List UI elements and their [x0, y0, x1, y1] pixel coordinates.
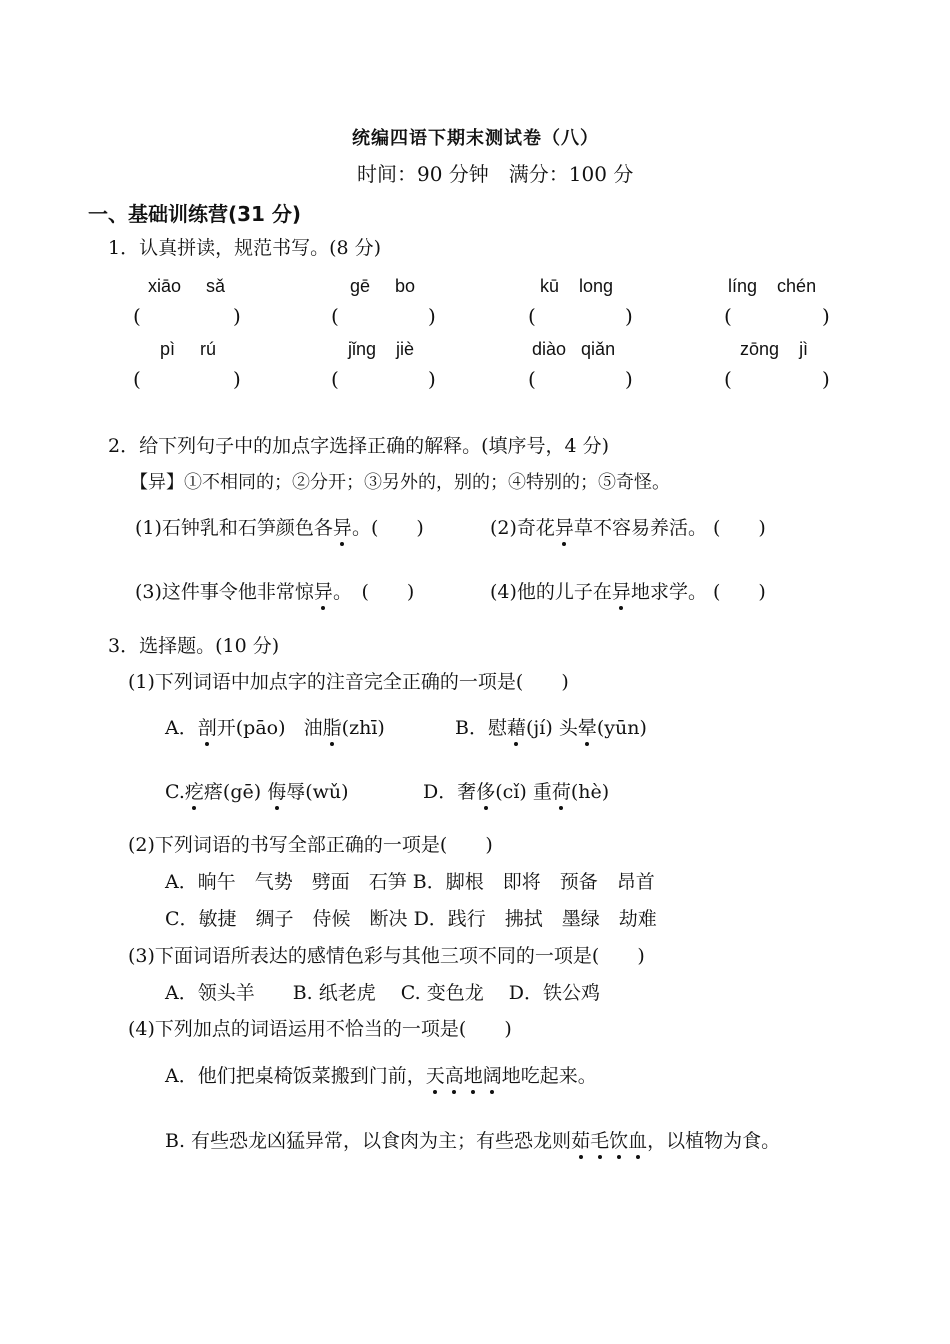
sub-question-prompt: (1)下列词语中加点字的注音完全正确的一项是( )	[128, 671, 569, 693]
definition-list: 【异】①不相同的；②分开；③另外的，别的；④特别的；⑤奇怪。	[130, 472, 670, 493]
answer-blank-left: (	[724, 304, 732, 328]
answer-blank-right: )	[625, 304, 633, 328]
pinyin-item: pì rú	[160, 339, 217, 359]
exam-info: 时间：90 分钟 满分：100 分	[357, 162, 634, 186]
answer-blank-right: )	[625, 367, 633, 391]
answer-blank-left: (	[528, 367, 536, 391]
answer-blank-left: (	[331, 367, 339, 391]
option-row: C.疙瘩(gē) 侮辱(wǔ)	[165, 777, 349, 804]
answer-blank-left: (	[133, 304, 141, 328]
option-row: A．剖开(pāo) 油脂(zhī)	[165, 713, 385, 740]
pinyin-item: jǐng jiè	[348, 339, 415, 359]
answer-blank-left: (	[724, 367, 732, 391]
question-2-item: (1)石钟乳和石笋颜色各异。( )	[135, 513, 424, 540]
pinyin-item: xiāo sǎ	[148, 276, 226, 296]
question-2-item: (3)这件事令他非常惊异。 ( )	[135, 577, 414, 604]
sub-question-prompt: (3)下面词语所表达的感情色彩与其他三项不同的一项是( )	[128, 945, 645, 967]
pinyin-item: líng chén	[728, 276, 817, 296]
pinyin-item: zōng jì	[740, 339, 809, 359]
question-1-prompt: 1．认真拼读，规范书写。(8 分)	[108, 237, 382, 259]
option-row: A．他们把桌椅饭菜搬到门前，天高地阔地吃起来。	[165, 1061, 597, 1088]
answer-blank-right: )	[233, 367, 241, 391]
option-row: D．奢侈(cǐ) 重荷(hè)	[423, 777, 609, 804]
sub-question-prompt: (4)下列加点的词语运用不恰当的一项是( )	[128, 1018, 512, 1040]
page-title: 统编四语下期末测试卷（八）	[352, 128, 599, 149]
pinyin-item: gē bo	[350, 276, 416, 296]
option-row: B. 有些恐龙凶猛异常，以食肉为主；有些恐龙则茹毛饮血，以植物为食。	[165, 1126, 780, 1153]
pinyin-item: kū long	[540, 276, 614, 296]
option-row: B．慰藉(jí) 头晕(yūn)	[455, 713, 647, 740]
question-3-prompt: 3．选择题。(10 分)	[108, 635, 280, 657]
answer-blank-right: )	[428, 367, 436, 391]
answer-blank-left: (	[528, 304, 536, 328]
answer-blank-left: (	[331, 304, 339, 328]
section-heading: 一、基础训练营(31 分)	[88, 202, 302, 226]
option-row: A．领头羊 B. 纸老虎 C. 变色龙 D．铁公鸡	[165, 982, 601, 1004]
answer-blank-right: )	[822, 367, 830, 391]
pinyin-item: diào qiǎn	[532, 339, 616, 359]
option-row: A．晌午 气势 劈面 石笋 B．脚根 即将 预备 昂首	[165, 871, 655, 893]
answer-blank-right: )	[233, 304, 241, 328]
option-row: C．敏捷 绸子 侍候 断决 D．践行 拂拭 墨绿 劫难	[165, 908, 657, 930]
sub-question-prompt: (2)下列词语的书写全部正确的一项是( )	[128, 834, 493, 856]
answer-blank-right: )	[428, 304, 436, 328]
question-2-item: (2)奇花异草不容易养活。 ( )	[490, 513, 766, 540]
answer-blank-right: )	[822, 304, 830, 328]
question-2-prompt: 2．给下列句子中的加点字选择正确的解释。(填序号，4 分)	[108, 435, 610, 457]
answer-blank-left: (	[133, 367, 141, 391]
question-2-item: (4)他的儿子在异地求学。 ( )	[490, 577, 766, 604]
